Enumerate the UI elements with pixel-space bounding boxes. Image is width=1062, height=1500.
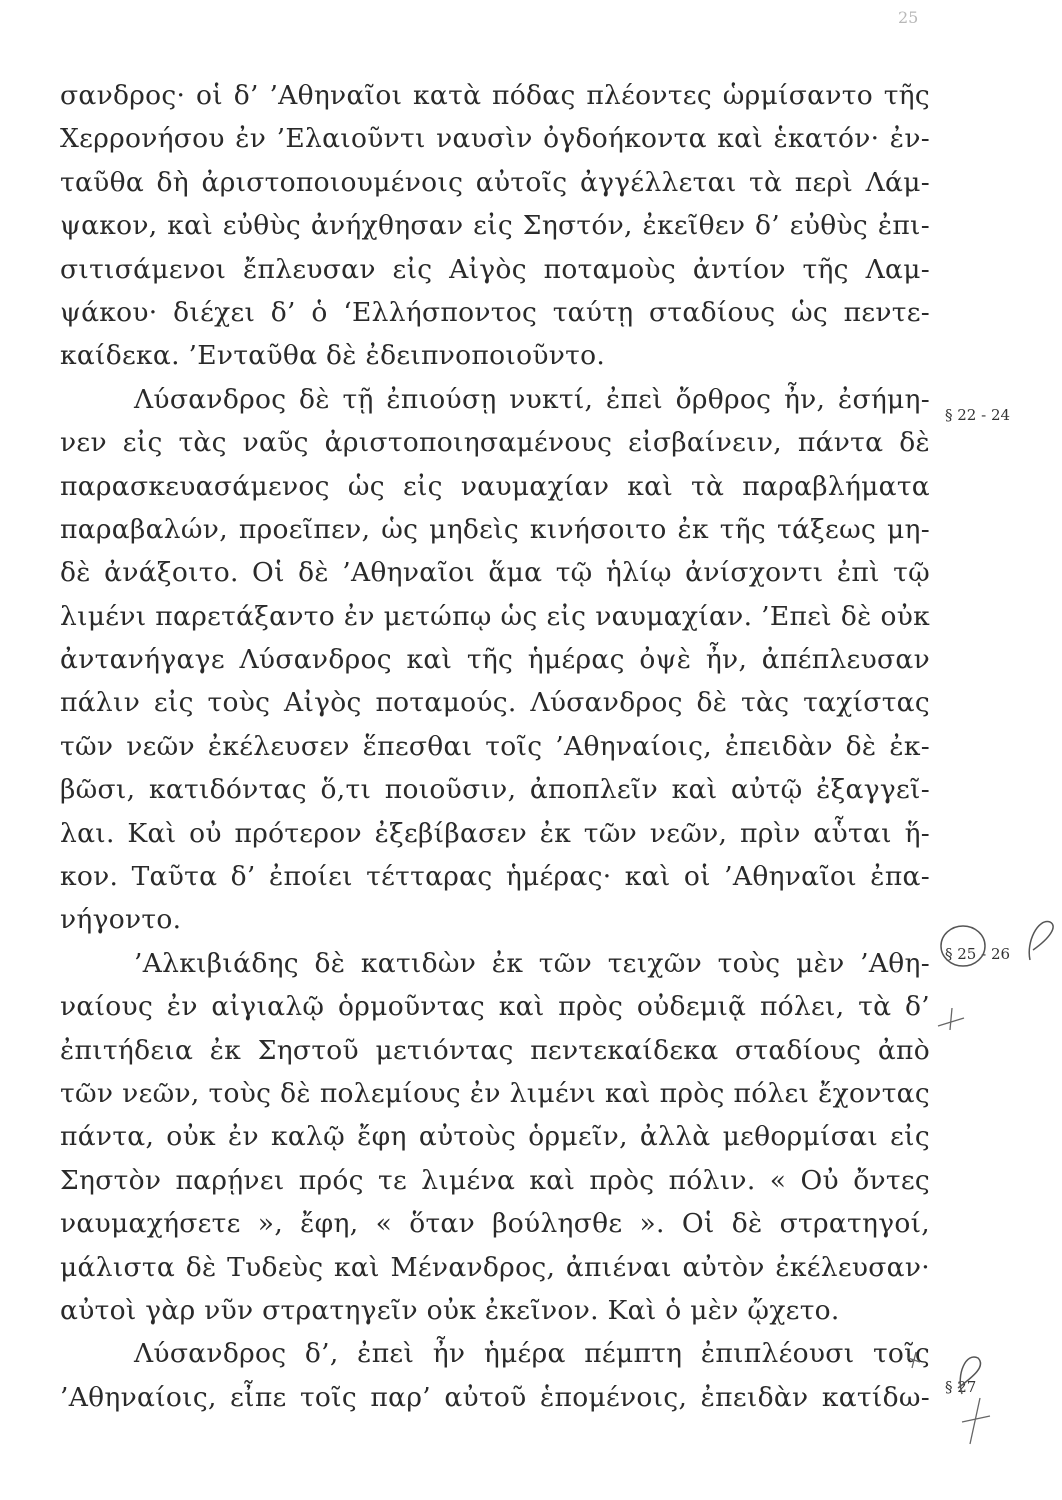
text-line: βῶσι, κατιδόντας ὅ,τι ποιοῦσιν, ἀποπλεῖν καὶ αὐτῷ ἐξαγγεῖ-: [60, 774, 930, 806]
text-line: νήγοντο.: [60, 904, 182, 936]
text-line: σανδρος· οἱ δ’ ’Αθηναῖοι κατὰ πόδας πλέοντες ὡρμίσαντο τῆς: [60, 80, 930, 111]
text-line: ψακον, καὶ εὐθὺς ἀνήχθησαν εἰς Σηστόν, ἐκεῖθεν δ’ εὐθὺς ἐπι-: [60, 210, 930, 242]
text-line: πάντα, οὐκ ἐν καλῷ ἔφη αὐτοὺς ὁρμεῖν, ἀλλὰ μεθορμίσαι εἰς: [60, 1121, 930, 1153]
main-text: [60, 74, 930, 1419]
text-line: ταῦθα δὴ ἀριστοποιουμένοις αὐτοῖς ἀγγέλλεται τὰ περὶ Λάμ-: [60, 166, 930, 198]
text-line: ’Αθηναίοις, εἶπε τοῖς παρ’ αὐτοῦ ἑπομένοις, ἐπειδὰν κατίδω-: [60, 1381, 930, 1413]
margin-section-ref: § 22 - 24: [945, 406, 1011, 424]
text-line: λιμένι παρετάξαντο ἐν μετώπῳ ὡς εἰς ναυμαχίαν. ’Επεὶ δὲ οὐκ: [60, 600, 930, 632]
paragraph-start-line: ’Αλκιβιάδης δὲ κατιδὼν ἐκ τῶν τειχῶν τοὺς μὲν ’Αθη-: [134, 947, 930, 979]
pencil-circle-icon: [930, 920, 1062, 1030]
text-line: τῶν νεῶν ἐκέλευσεν ἕπεσθαι τοῖς ’Αθηναίοις, ἐπειδὰν δὲ ἐκ-: [60, 730, 930, 762]
text-line: μάλιστα δὲ Τυδεὺς καὶ Μένανδρος, ἀπιέναι αὐτὸν ἐκέλευσαν·: [60, 1251, 930, 1283]
text-line: τῶν νεῶν, τοὺς δὲ πολεμίους ἐν λιμένι καὶ πρὸς πόλει ἔχοντας: [60, 1077, 930, 1109]
text-line: παραβαλών, προεῖπεν, ὡς μηδεὶς κινήσοιτο ἐκ τῆς τάξεως μη-: [60, 513, 930, 545]
page-number: 25: [898, 8, 919, 27]
text-line: σιτισάμενοι ἔπλευσαν εἰς Αἰγὸς ποταμοὺς ἀντίον τῆς Λαμ-: [60, 253, 930, 285]
margin-section-ref: § 25 - 26: [945, 945, 1011, 963]
text-line: κον. Ταῦτα δ’ ἐποίει τέτταρας ἡμέρας· καὶ οἱ ’Αθηναῖοι ἐπα-: [60, 861, 930, 893]
text-line: Σηστὸν παρῄνει πρός τε λιμένα καὶ πρὸς πόλιν. « Οὐ ὄντες: [60, 1164, 930, 1196]
text-line: ἐπιτήδεια ἐκ Σηστοῦ μετιόντας πεντεκαίδεκα σταδίους ἀπὸ: [60, 1034, 930, 1066]
paragraph-start-line: Λύσανδρος δὲ τῇ ἐπιούσῃ νυκτί, ἐπεὶ ὄρθρος ἦν, ἐσήμη-: [134, 383, 930, 415]
text-line: νεν εἰς τὰς ναῦς ἀριστοποιησαμένους εἰσβαίνειν, πάντα δὲ: [60, 427, 930, 459]
text-line: Χερρονήσου ἐν ’Ελαιοῦντι ναυσὶν ὀγδοήκοντα καὶ ἑκατόν· ἐν-: [60, 123, 930, 155]
text-line: λαι. Καὶ οὐ πρότερον ἐξεβίβασεν ἐκ τῶν νεῶν, πρὶν αὗται ἥ-: [60, 817, 930, 849]
margin-section-ref: § 27: [945, 1378, 977, 1396]
text-line: παρασκευασάμενος ὡς εἰς ναυμαχίαν καὶ τὰ παραβλήματα: [60, 470, 930, 502]
text-line: καίδεκα. ’Ενταῦθα δὲ ἐδειπνοποιοῦντο.: [60, 340, 606, 372]
text-line: ψάκου· διέχει δ’ ὁ ‘Ελλήσποντος ταύτῃ σταδίους ὡς πεντε-: [60, 296, 930, 328]
text-line: ναίους ἐν αἰγιαλῷ ὁρμοῦντας καὶ πρὸς οὐδεμιᾷ πόλει, τὰ δ’: [60, 991, 930, 1023]
text-line: αὐτοὶ γὰρ νῦν στρατηγεῖν οὐκ ἐκεῖνον. Καὶ ὁ μὲν ᾤχετο.: [60, 1294, 840, 1326]
text-line: πάλιν εἰς τοὺς Αἰγὸς ποταμούς. Λύσανδρος δὲ τὰς ταχίστας: [60, 687, 930, 719]
text-line: ἀντανήγαγε Λύσανδρος καὶ τῆς ἡμέρας ὀψὲ ἦν, ἀπέπλευσαν: [60, 644, 930, 676]
text-line: δὲ ἀνάξοιτο. Οἱ δὲ ’Αθηναῖοι ἅμα τῷ ἡλίῳ ἀνίσχοντι ἐπὶ τῷ: [60, 557, 930, 589]
text-line: ναυμαχήσετε », ἔφη, « ὅταν βούλησθε ». Οἱ δὲ στρατηγοί,: [60, 1208, 930, 1240]
paragraph-start-line: Λύσανδρος δ’, ἐπεὶ ἦν ἡμέρα πέμπτη ἐπιπλέουσι τοῖς: [134, 1338, 930, 1370]
